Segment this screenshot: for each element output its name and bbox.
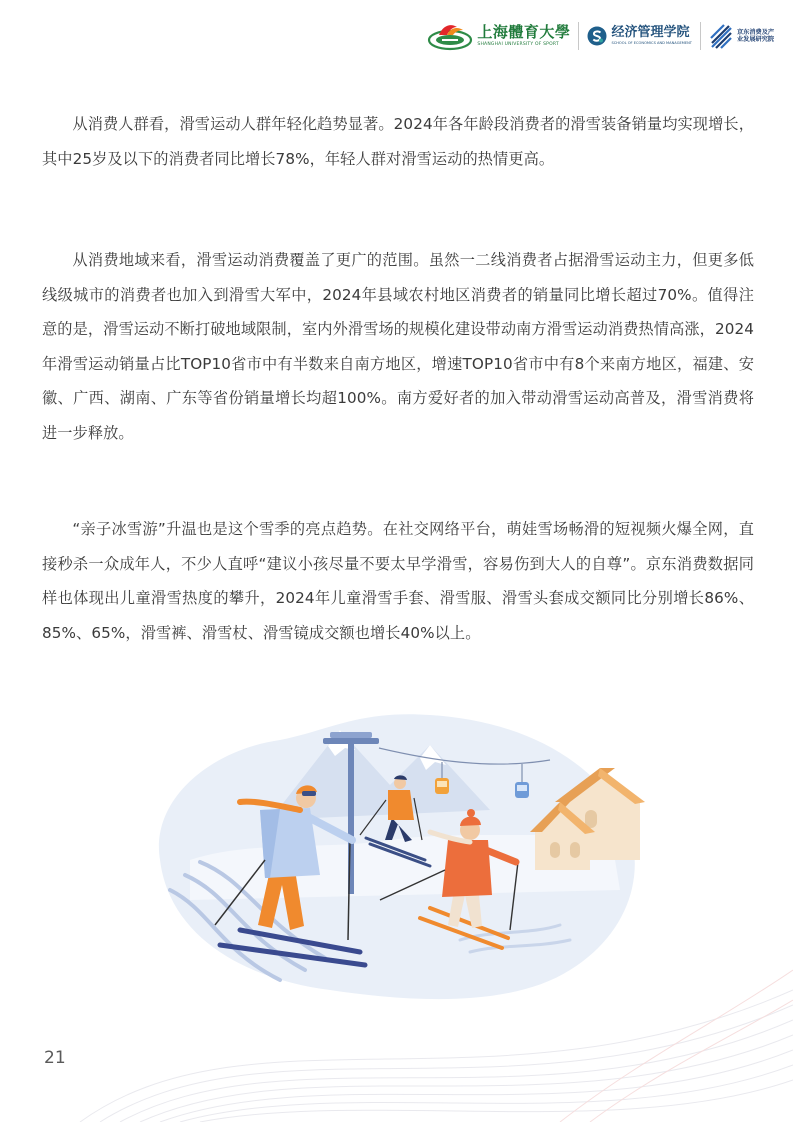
paragraph-consumer-region bbox=[42, 243, 754, 450]
logo1-english-name: SHANGHAI UNIVERSITY OF SPORT bbox=[477, 41, 559, 47]
sem-emblem-icon bbox=[587, 26, 607, 46]
page-number: 21 bbox=[44, 1048, 66, 1068]
logo2-english-name: SCHOOL OF ECONOMICS AND MANAGEMENT bbox=[611, 41, 692, 46]
school-of-economics-logo bbox=[587, 26, 692, 46]
header-logos bbox=[427, 16, 779, 56]
sus-emblem-icon bbox=[427, 21, 473, 51]
paragraph-consumer-age bbox=[42, 107, 754, 176]
header-divider bbox=[700, 22, 701, 50]
paragraph-text: “亲子冰雪游”升温也是这个雪季的亮点趋势。在社交网络平台，萌娃雪场畅滑的短视频火爆全网，直接秒杀一众成年人，不少人直呼“建议小孩尽量不要太早学滑雪，容易伤到大人的自尊”。京东消费数据同样也体现出儿童滑雪热度的攀升，2024年儿童滑雪手套、滑雪服、滑雪头套成交额同比分别增长86%、85%、65%，滑雪裤、滑雪杖、滑雪镜成交额也增长40%以上。 bbox=[42, 520, 754, 642]
logo3-name: 京东消费及产业发展研究院 bbox=[737, 28, 775, 43]
jd-institute-emblem-icon bbox=[709, 23, 733, 49]
jd-institute-logo bbox=[709, 23, 779, 49]
logo1-chinese-name: 上海體育大學 bbox=[477, 22, 571, 41]
logo2-chinese-name: 经济管理学院 bbox=[611, 25, 690, 41]
skiing-illustration bbox=[130, 690, 650, 1010]
paragraph-text: 从消费人群看，滑雪运动人群年轻化趋势显著。2024年各年龄段消费者的滑雪装备销量均实现增长，其中25岁及以下的消费者同比增长78%，年轻人群对滑雪运动的热情更高。 bbox=[42, 115, 754, 168]
shanghai-university-of-sport-logo bbox=[427, 21, 570, 51]
paragraph-text: 从消费地域来看，滑雪运动消费覆盖了更广的范围。虽然一二线消费者占据滑雪运动主力，但更多低线级城市的消费者也加入到滑雪大军中，2024年县域农村地区消费者的销量同比增长超过70%。值得注意的是，滑雪运动不断打破地域限制，室内外滑雪场的规模化建设带动南方滑雪运动消费热情高涨，2024年滑雪运动销量占比TOP10省市中有半数来自南方地区，增速TOP10省市中有8个来南方地区，福建、安徽、广西、湖南、广东等省份销量增长均超100%。南方爱好者的加入带动滑雪运动高普及，滑雪消费将进一步释放。 bbox=[42, 251, 754, 442]
paragraph-family-ski bbox=[42, 512, 754, 650]
header-divider bbox=[578, 22, 579, 50]
